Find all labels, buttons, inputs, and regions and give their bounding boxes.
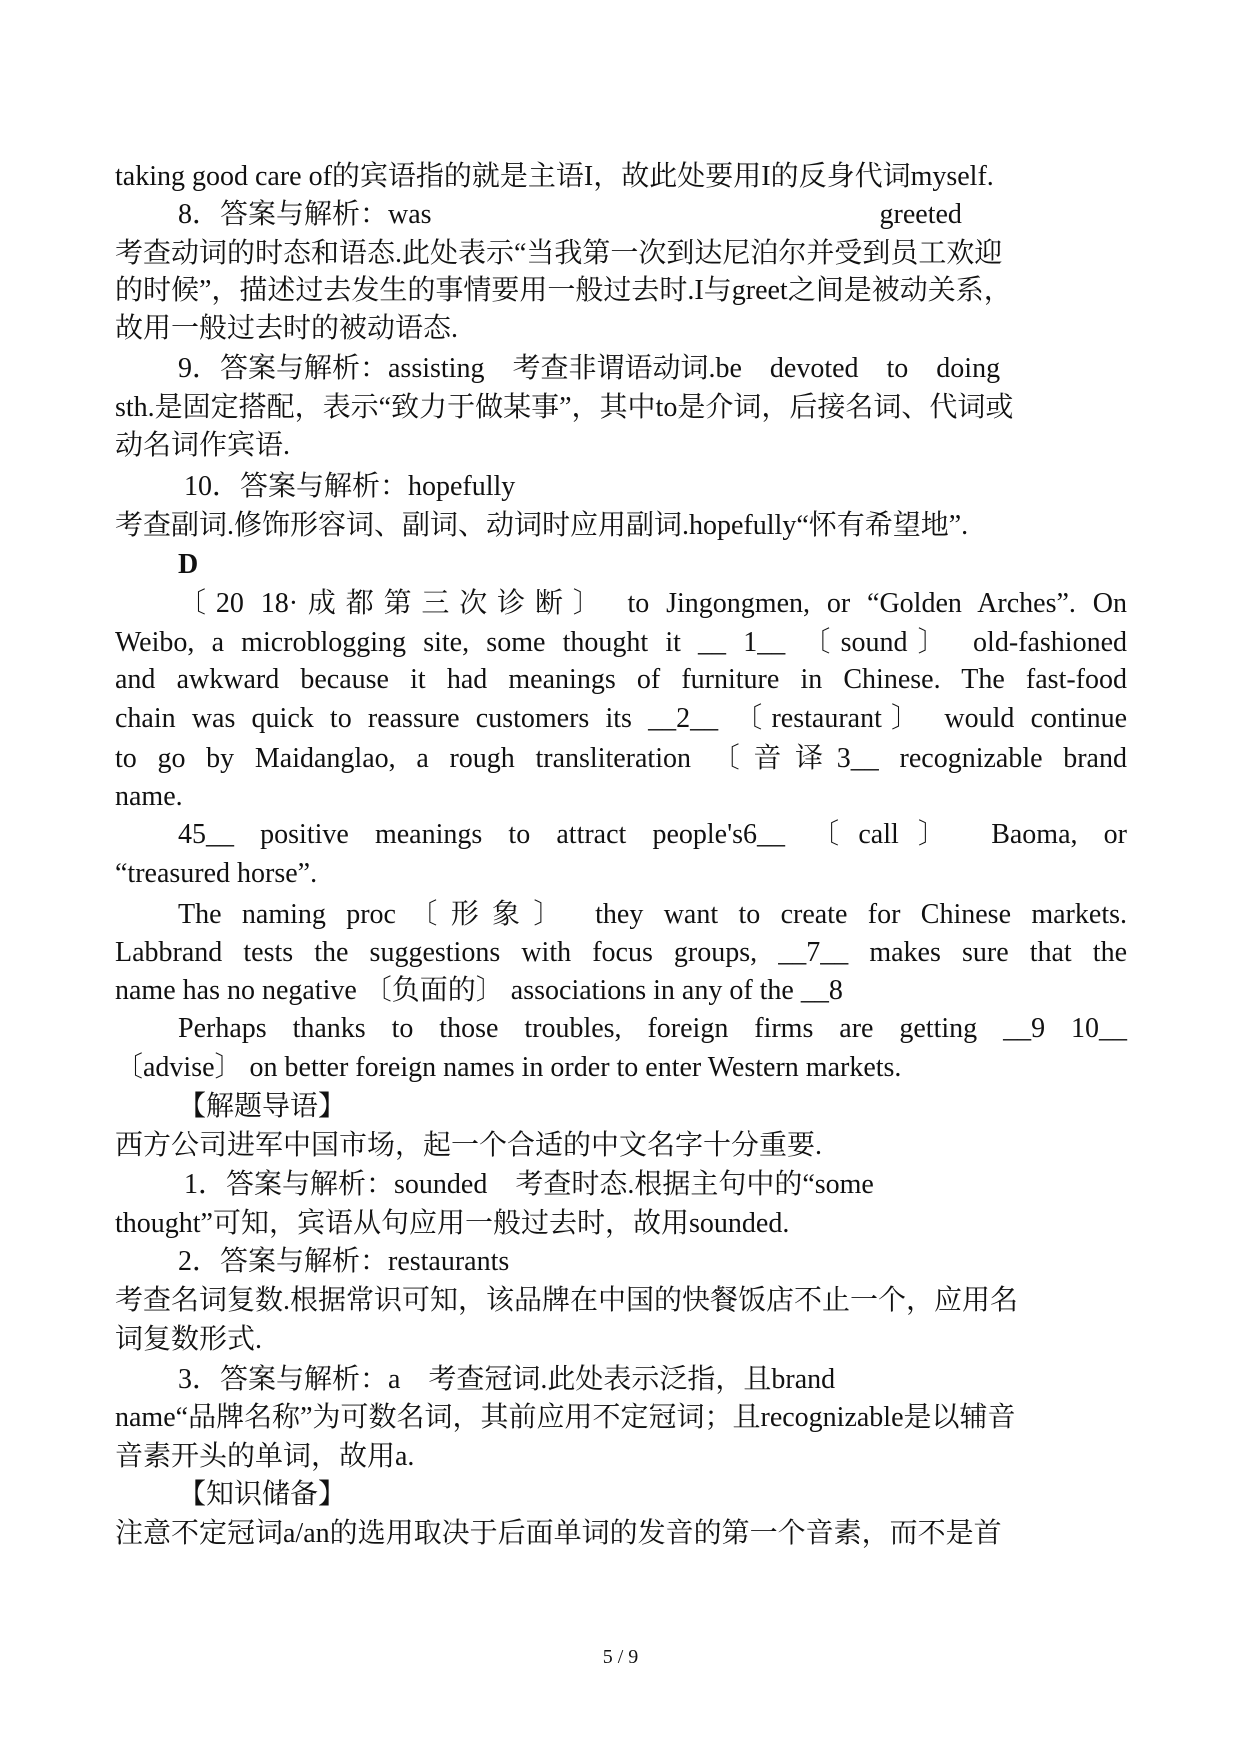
answer-1-heading: 1．答案与解析：sounded 考查时态.根据主句中的“some	[184, 1169, 874, 1200]
text-line: taking good care of的宾语指的就是主语I，故此处要用I的反身代词myself.	[115, 161, 994, 192]
passage-line: 〔20 18·成都第三次诊断〕 to Jingongmen, or “Golden Arches”. On	[178, 588, 1127, 619]
passage-line: Perhaps thanks to those troubles, foreign firms are getting __9 10__	[178, 1013, 1127, 1044]
text-line: 的时候”，描述过去发生的事情要用一般过去时.I与greet之间是被动关系，	[115, 275, 1012, 306]
text-line: 动名词作宾语.	[115, 430, 291, 461]
passage-line: chain was quick to reassure customers its __2__ 〔restaurant〕 would continue	[115, 703, 1127, 734]
passage-line: and awkward because it had meanings of furniture in Chinese. The fast-food	[115, 664, 1127, 695]
passage-line: name has no negative 〔负面的〕 associations in any of the __8	[115, 975, 843, 1006]
text-line: 音素开头的单词，故用a.	[115, 1441, 415, 1472]
text-line: 考查副词.修饰形容词、副词、动词时应用副词.hopefully“怀有希望地”.	[115, 510, 969, 541]
text-line: 词复数形式.	[115, 1324, 263, 1355]
answer-10-heading: 10．答案与解析：hopefully	[184, 471, 516, 502]
passage-line: The naming proc〔形象〕 they want to create for Chinese markets.	[178, 899, 1127, 930]
text-line: sth.是固定搭配，表示“致力于做某事”，其中to是介词，后接名词、代词或	[115, 392, 1014, 423]
text-line: 西方公司进军中国市场，起一个合适的中文名字十分重要.	[115, 1130, 823, 1161]
passage-line: name.	[115, 781, 183, 812]
answer-2-heading: 2．答案与解析：restaurants	[178, 1246, 510, 1277]
passage-line: to go by Maidanglao, a rough transliteration 〔音译3__ recognizable brand	[115, 743, 1127, 774]
section-d-heading: D	[178, 549, 199, 580]
text-line: name“品牌名称”为可数名词，其前应用不定冠词；且recognizable是以辅音	[115, 1402, 1016, 1433]
passage-line: Weibo, a microblogging site, some thought it __ 1__ 〔sound〕 old-fashioned	[115, 627, 1127, 658]
answer-9-heading: 9．答案与解析：assisting 考查非谓语动词.be devoted to doing	[178, 353, 1001, 384]
passage-line: 〔advise〕 on better foreign names in order to enter Western markets.	[115, 1052, 902, 1083]
passage-line: 45__ positive meanings to attract people's6__ 〔call〕 Baoma, or	[178, 819, 1127, 850]
answer-3-heading: 3．答案与解析：a 考查冠词.此处表示泛指，且brand	[178, 1364, 836, 1395]
guide-heading: 【解题导语】	[178, 1091, 347, 1122]
text-line: 故用一般过去时的被动语态.	[115, 313, 459, 344]
passage-line: “treasured horse”.	[115, 858, 318, 889]
answer-8-heading: 8．答案与解析：was greeted	[178, 199, 962, 230]
knowledge-heading: 【知识储备】	[178, 1479, 347, 1510]
text-line: 考查名词复数.根据常识可知，该品牌在中国的快餐饭店不止一个，应用名	[115, 1285, 1019, 1316]
text-line: 注意不定冠词a/an的选用取决于后面单词的发音的第一个音素，而不是首	[115, 1518, 1002, 1549]
text-line: thought”可知，宾语从句应用一般过去时，故用sounded.	[115, 1208, 790, 1239]
page-number: 5 / 9	[602, 1646, 639, 1668]
text-line: 考查动词的时态和语态.此处表示“当我第一次到达尼泊尔并受到员工欢迎	[115, 238, 1003, 269]
passage-line: Labbrand tests the suggestions with focus groups, __7__ makes sure that the	[115, 937, 1127, 968]
